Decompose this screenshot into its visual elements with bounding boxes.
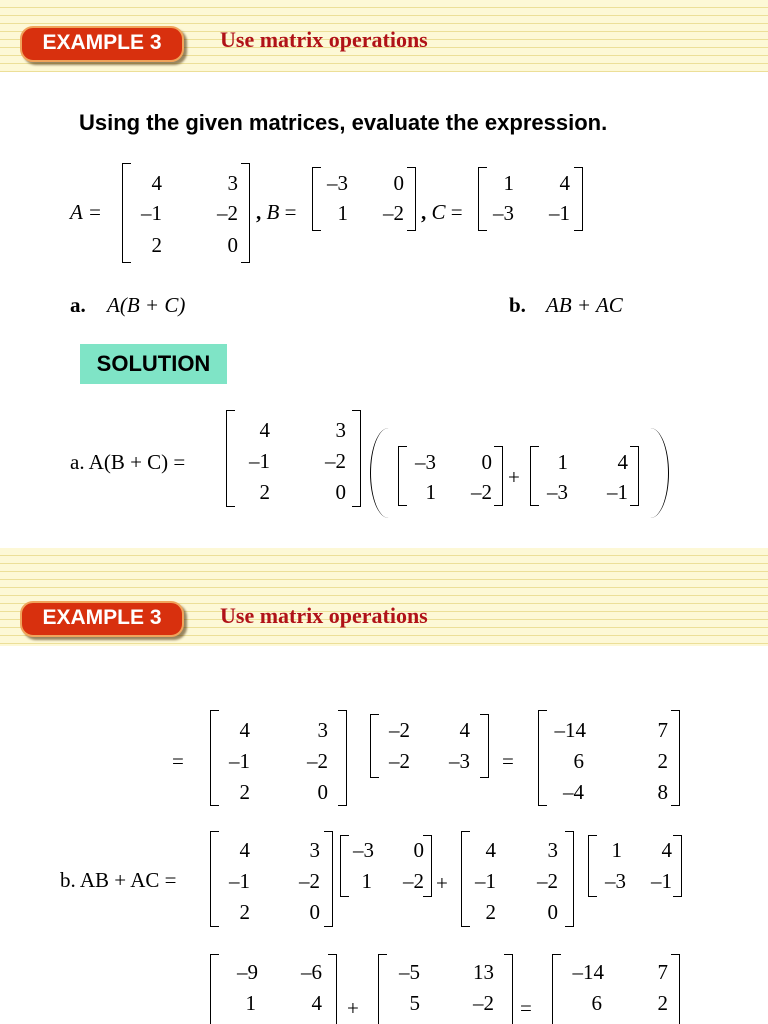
part-b-label: b.	[509, 293, 526, 317]
matrix-ac-cell: 5	[409, 991, 420, 1015]
example-badge: EXAMPLE 3	[20, 601, 184, 637]
matrix-c-right-bracket	[673, 835, 682, 897]
matrix-ab-right-bracket	[328, 954, 337, 1024]
part-b-expression: AB + AC	[546, 293, 623, 317]
matrix-b-cell: 0	[393, 171, 404, 195]
matrix-ac-cell: –2	[473, 991, 494, 1015]
result-b-cell: 2	[657, 991, 668, 1015]
matrix-b-right-bracket	[494, 446, 503, 506]
matrix-ac-cell: 13	[473, 960, 494, 984]
matrix-a-cell: –1	[475, 869, 496, 893]
matrix-a-right-bracket	[352, 410, 361, 507]
matrix-a-cell: –2	[537, 869, 558, 893]
solution-label: SOLUTION	[80, 344, 227, 384]
matrix-a-cell: 2	[485, 900, 496, 924]
result-a-cell: 6	[573, 749, 584, 773]
matrix-c-cell: –1	[549, 201, 570, 225]
example-title: Use matrix operations	[220, 27, 428, 52]
matrix-a-cell: –1	[229, 749, 250, 773]
matrix-b-cell: 1	[425, 480, 436, 504]
matrix-a-cell: 4	[239, 838, 250, 862]
solution-a-lhs: a. A(B + C) =	[70, 450, 186, 474]
matrix-a-cell: 0	[317, 780, 328, 804]
result-a-cell: –4	[563, 780, 584, 804]
matrix-a-right-bracket	[338, 710, 347, 806]
matrix-a-cell: 4	[151, 171, 162, 195]
result-a-cell: –14	[554, 718, 586, 742]
solution-b-lhs: b. AB + AC =	[60, 868, 177, 892]
matrix-a-cell: 4	[259, 418, 270, 442]
plus-sign: +	[347, 996, 359, 1020]
matrix-bplusc-cell: –3	[449, 749, 470, 773]
matrix-b-cell: –3	[353, 838, 374, 862]
result-b-cell: 7	[657, 960, 668, 984]
matrix-b-right-bracket	[407, 167, 416, 231]
matrix-b-cell: –2	[383, 201, 404, 225]
matrix-a-right-bracket	[324, 831, 333, 927]
matrix-ab-cell: –6	[301, 960, 322, 984]
matrix-b-cell: 1	[361, 869, 372, 893]
slide-2	[0, 548, 768, 1024]
matrix-a-cell: 3	[547, 838, 558, 862]
matrix-b-cell: –3	[327, 171, 348, 195]
matrix-a-cell: 2	[151, 233, 162, 257]
matrix-c-cell: –3	[605, 869, 626, 893]
matrix-c-cell: –1	[607, 480, 628, 504]
plus-sign: +	[508, 465, 520, 489]
matrix-c-cell: 1	[611, 838, 622, 862]
matrix-bplusc-cell: 4	[459, 718, 470, 742]
matrix-a-cell: 0	[335, 480, 346, 504]
result-a-cell: 2	[657, 749, 668, 773]
matrix-a-cell: 3	[309, 838, 320, 862]
result-a-cell: 8	[657, 780, 668, 804]
matrix-bplusc-cell: –2	[389, 718, 410, 742]
matrix-b-right-bracket	[423, 835, 432, 897]
matrix-a-cell: –2	[299, 869, 320, 893]
matrix-a-right-bracket	[241, 163, 250, 263]
part-a-label: a.	[70, 293, 86, 317]
matrix-a-cell: 4	[485, 838, 496, 862]
matrix-c-cell: 4	[661, 838, 672, 862]
matrix-a-cell: 3	[317, 718, 328, 742]
matrix-a-cell: 3	[335, 418, 346, 442]
matrix-a-cell: –1	[229, 869, 250, 893]
matrix-a-cell: 0	[547, 900, 558, 924]
matrix-a-cell: 2	[239, 900, 250, 924]
matrix-a-right-bracket	[565, 831, 574, 927]
matrix-b-cell: 0	[413, 838, 424, 862]
matrix-a-cell: 4	[239, 718, 250, 742]
matrix-b-cell: 0	[481, 450, 492, 474]
matrix-a-cell: 0	[227, 233, 238, 257]
equals-sign: =	[502, 749, 514, 773]
equals-sign: =	[520, 996, 532, 1020]
matrix-a-cell: 2	[259, 480, 270, 504]
matrix-c-cell: –1	[651, 869, 672, 893]
example-badge: EXAMPLE 3	[20, 26, 184, 62]
result-a-cell: 7	[657, 718, 668, 742]
matrix-a-cell: –1	[141, 201, 162, 225]
matrix-a-cell: –2	[217, 201, 238, 225]
matrix-c-cell: –3	[493, 201, 514, 225]
matrix-c-right-bracket	[574, 167, 583, 231]
matrix-b-label: , B =	[256, 200, 297, 224]
matrix-a-cell: 3	[227, 171, 238, 195]
plus-sign: +	[436, 871, 448, 895]
matrix-bplusc-right-bracket	[480, 714, 489, 778]
matrix-a-cell: 2	[239, 780, 250, 804]
matrix-b-cell: –3	[415, 450, 436, 474]
result-b-cell: –14	[572, 960, 604, 984]
matrix-ab-cell: –9	[237, 960, 258, 984]
matrix-a-cell: 0	[309, 900, 320, 924]
matrix-c-cell: –3	[547, 480, 568, 504]
matrix-c-cell: 1	[557, 450, 568, 474]
equals-sign: =	[172, 749, 184, 773]
example-title: Use matrix operations	[220, 603, 428, 628]
result-a-right-bracket	[671, 710, 680, 806]
right-parenthesis	[632, 428, 669, 518]
matrix-c-cell: 1	[503, 171, 514, 195]
matrix-c-cell: 4	[617, 450, 628, 474]
matrix-c-label: , C =	[421, 200, 463, 224]
matrix-a-cell: –2	[325, 449, 346, 473]
matrix-bplusc-cell: –2	[389, 749, 410, 773]
matrix-a-left-bracket	[226, 410, 235, 507]
matrix-b-cell: –2	[471, 480, 492, 504]
result-b-cell: 6	[591, 991, 602, 1015]
matrix-ab-cell: 4	[311, 991, 322, 1015]
matrix-c-cell: 4	[559, 171, 570, 195]
matrix-ac-right-bracket	[504, 954, 513, 1024]
matrix-ab-cell: 1	[245, 991, 256, 1015]
matrix-b-cell: 1	[337, 201, 348, 225]
part-a-expression: A(B + C)	[107, 293, 186, 317]
matrix-a-cell: –2	[307, 749, 328, 773]
problem-statement: Using the given matrices, evaluate the expression.	[79, 110, 608, 135]
matrix-ac-cell: –5	[399, 960, 420, 984]
matrix-a-cell: –1	[249, 449, 270, 473]
matrix-b-cell: –2	[403, 869, 424, 893]
result-b-right-bracket	[671, 954, 680, 1024]
matrix-a-label: A =	[70, 200, 102, 224]
